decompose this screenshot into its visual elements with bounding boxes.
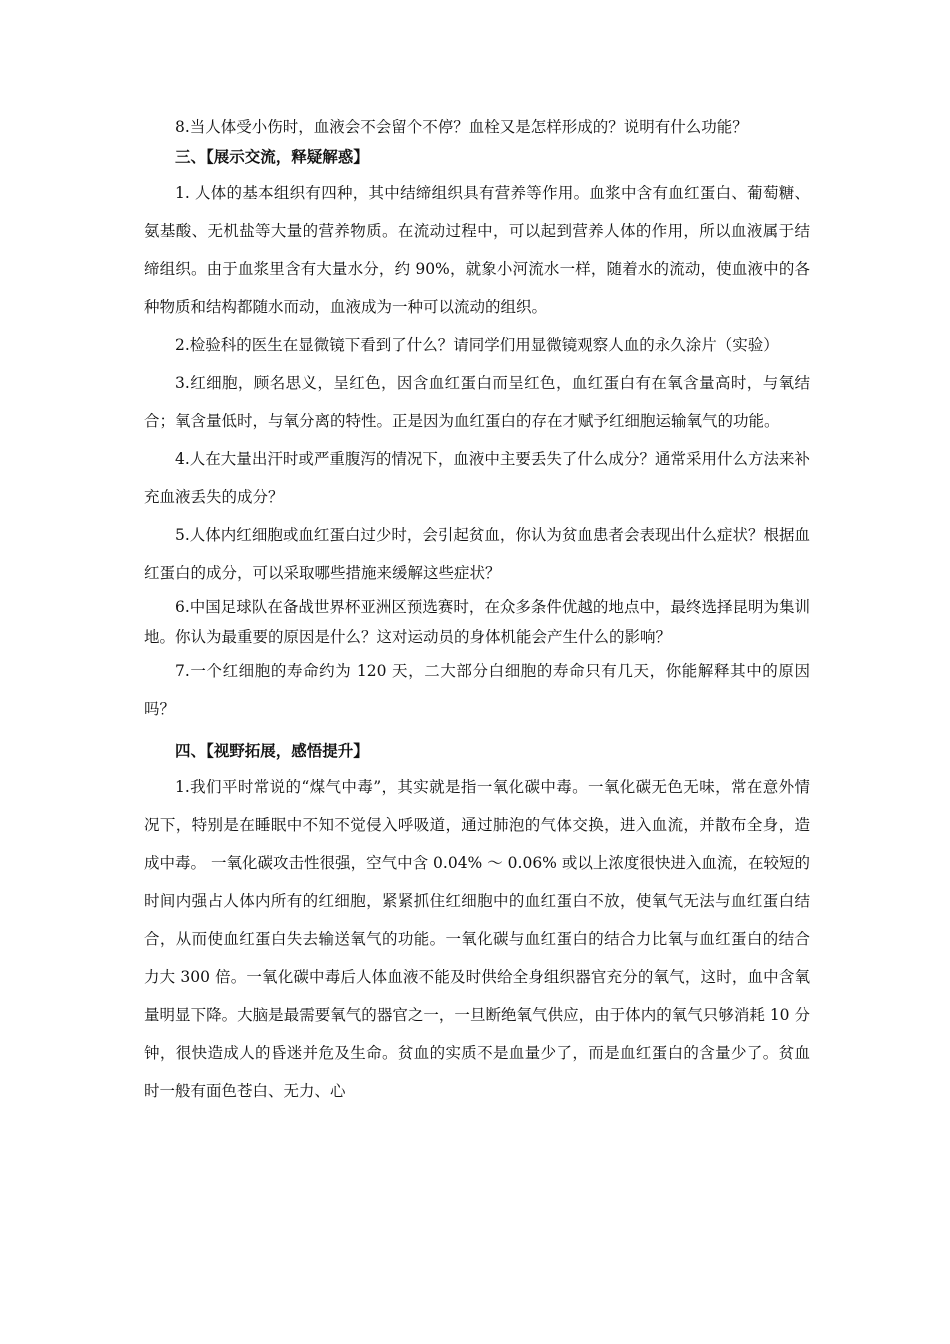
- question-8: 8.当人体受小伤时，血液会不会留个不停？血栓又是怎样形成的？说明有什么功能？: [175, 118, 748, 136]
- section-4-item-1: 1.我们平时常说的“煤气中毒”，其实就是指一氧化碳中毒。一氧化碳无色无味，常在意外情况下，特别是在睡眠中不知不觉侵入呼吸道，通过肺泡的气体交换，进入血流，并散布全身，造成中毒。 一氧化碳攻击性很强，空气中含 0.04% ～ 0.06% 或以上浓度很快进入血流，在较短的时间内强占人体内所有的红细胞，紧紧抓住红细胞中的血红蛋白不放，使氧气无法与血红蛋白结合，从而使血红蛋白失去输送氧气的功能。一氧化碳与血红蛋白的结合力比氧与血红蛋白的结合力大 300 倍。一氧化碳中毒后人体血液不能及时供给全身组织器官充分的氧气，这时，血中含氧量明显下降。大脑是最需要氧气的器官之一，一旦断绝氧气供应，由于体内的氧气只够消耗 10 分钟，很快造成人的昏迷并危及生命。贫血的实质不是血量少了，而是血红蛋白的含量少了。贫血时一般有面色苍白、无力、心: [144, 778, 810, 1100]
- section-3-item-6: 6.中国足球队在备战世界杯亚洲区预选赛时，在众多条件优越的地点中，最终选择昆明为集训地。你认为最重要的原因是什么？这对运动员的身体机能会产生什么的影响？: [144, 598, 810, 646]
- section-3-item-7: 7.一个红细胞的寿命约为 120 天，二大部分白细胞的寿命只有几天，你能解释其中的原因吗？: [144, 662, 810, 718]
- section-4-heading: 四、【视野拓展，感悟提升】: [175, 742, 369, 760]
- section-3-item-2: 2.检验科的医生在显微镜下看到了什么？请同学们用显微镜观察人血的永久涂片（实验）: [175, 336, 779, 354]
- section-3-item-1: 1. 人体的基本组织有四种，其中结缔组织具有营养等作用。血浆中含有血红蛋白、葡萄糖、氨基酸、无机盐等大量的营养物质。在流动过程中，可以起到营养人体的作用，所以血液属于结缔组织。由于血浆里含有大量水分，约 90%，就象小河流水一样，随着水的流动，使血液中的各种物质和结构都随水而动，血液成为一种可以流动的组织。: [144, 184, 810, 316]
- document-body: [144, 112, 810, 1110]
- section-3-item-5: 5.人体内红细胞或血红蛋白过少时，会引起贫血，你认为贫血患者会表现出什么症状？根据血红蛋白的成分，可以采取哪些措施来缓解这些症状？: [144, 526, 810, 582]
- section-3-heading: 三、【展示交流，释疑解惑】: [175, 148, 369, 166]
- section-3-item-3: 3.红细胞，顾名思义，呈红色，因含血红蛋白而呈红色，血红蛋白有在氧含量高时，与氧结合；氧含量低时，与氧分离的特性。正是因为血红蛋白的存在才赋予红细胞运输氧气的功能。: [144, 374, 810, 430]
- section-3-item-4: 4.人在大量出汗时或严重腹泻的情况下，血液中主要丢失了什么成分？通常采用什么方法来补充血液丢失的成分？: [144, 450, 810, 506]
